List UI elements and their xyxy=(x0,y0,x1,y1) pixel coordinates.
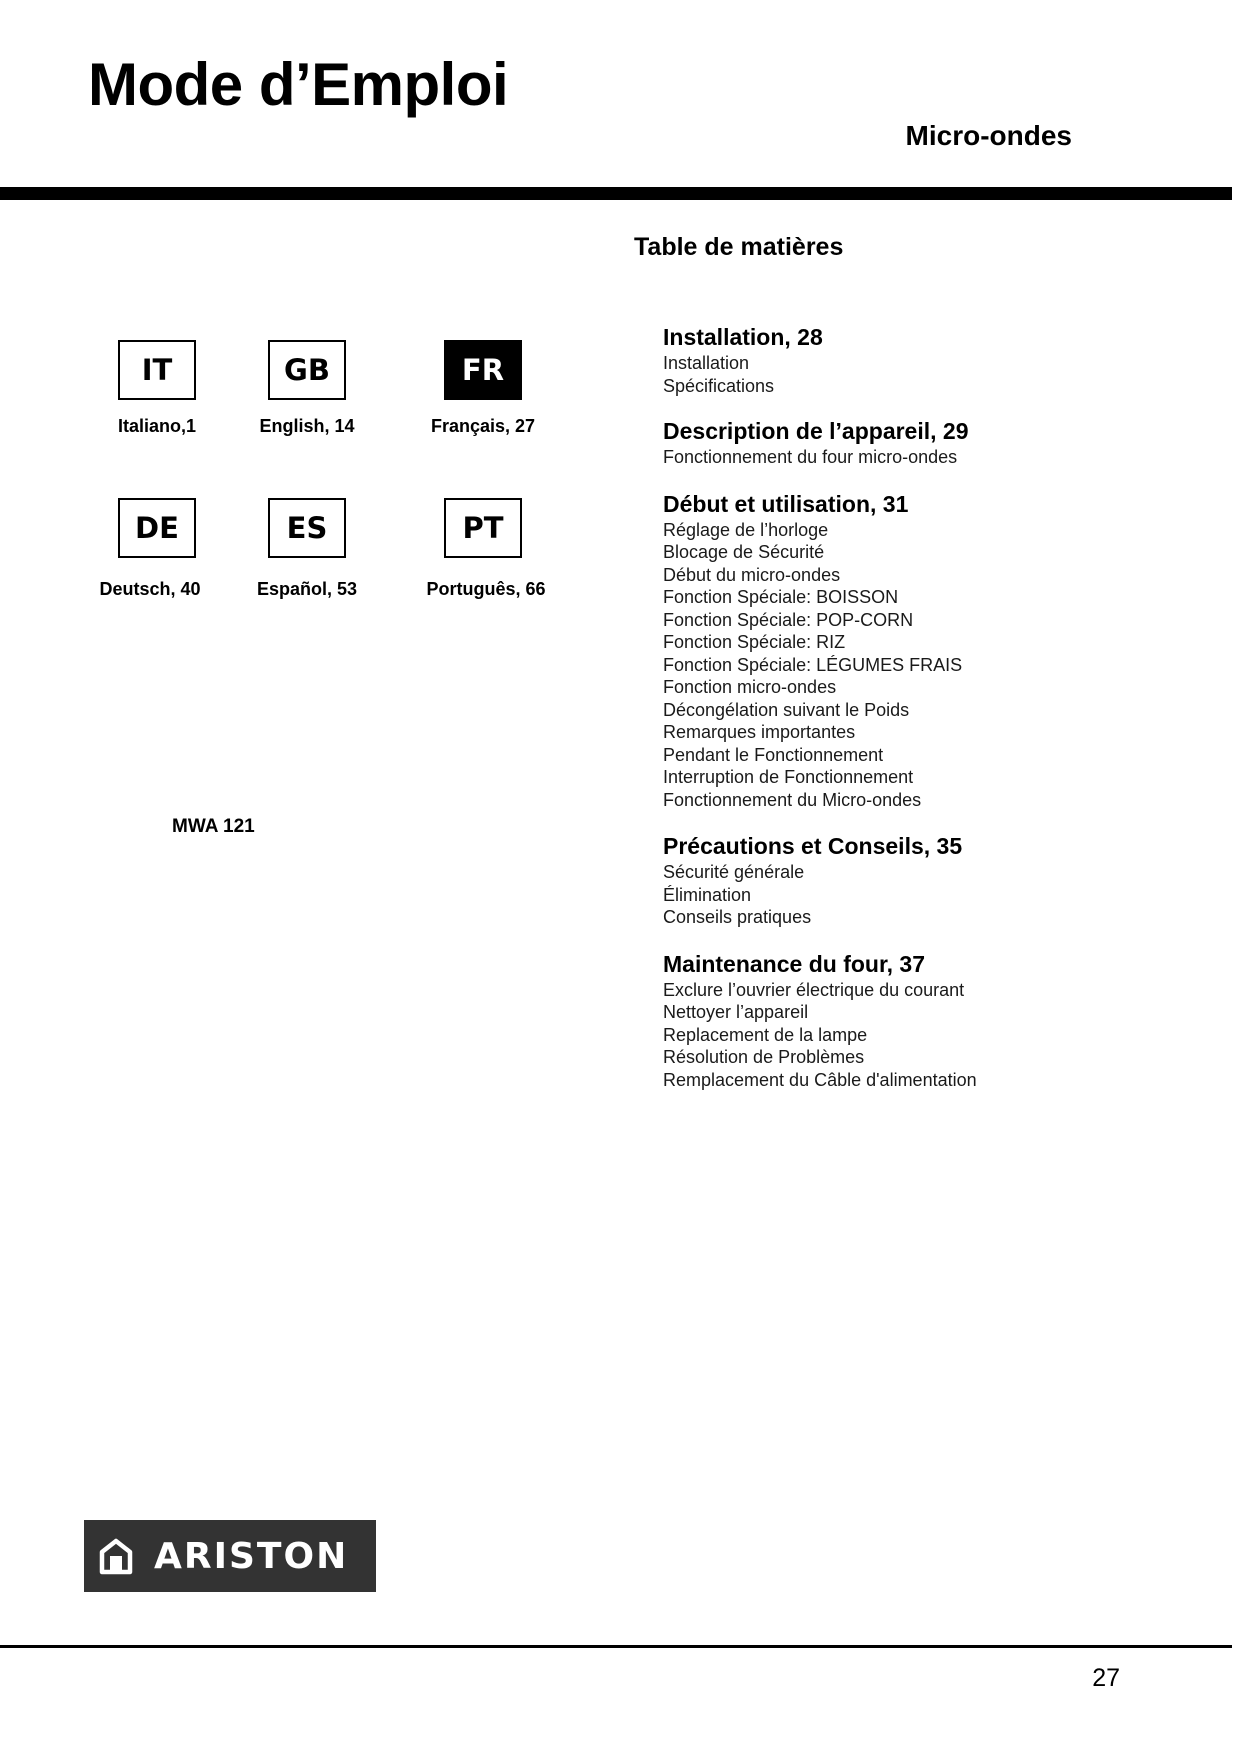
toc-section-installation xyxy=(663,322,1223,397)
toc-item[interactable]: Blocage de Sécurité xyxy=(663,542,825,562)
toc-item[interactable]: Spécifications xyxy=(663,375,775,396)
toc-item[interactable]: Sécurité générale xyxy=(663,862,805,882)
toc-item[interactable]: Fonctionnement du four micro-ondes xyxy=(663,447,958,467)
toc-section-title[interactable]: Maintenance du four, 37 xyxy=(663,950,925,977)
lang-label-pt: Português, 66 xyxy=(426,579,546,599)
toc-item[interactable]: Fonctionnement du Micro-ondes xyxy=(663,789,922,810)
page-title: Mode d’Emploi xyxy=(88,51,509,118)
header-rule xyxy=(0,187,1232,200)
lang-label-fr: Français, 27 xyxy=(430,416,536,436)
toc-item[interactable]: Fonction Spéciale: LÉGUMES FRAIS xyxy=(663,654,963,675)
toc-item[interactable]: Élimination xyxy=(663,884,752,905)
footer-rule xyxy=(0,1645,1232,1648)
model-number: MWA 121 xyxy=(172,816,255,837)
toc-item[interactable]: Pendant le Fonctionnement xyxy=(663,744,884,765)
toc-item[interactable]: Conseils pratiques xyxy=(663,907,812,927)
lang-code-de[interactable]: DE xyxy=(118,498,196,558)
product-category: Micro-ondes xyxy=(905,120,1072,151)
toc-item[interactable]: Installation xyxy=(663,353,750,373)
page-number: 27 xyxy=(1092,1664,1120,1692)
lang-code-gb[interactable]: GB xyxy=(268,340,346,400)
lang-code-it[interactable]: IT xyxy=(118,340,196,400)
lang-label-it: Italiano,1 xyxy=(117,416,197,436)
toc-section-title[interactable]: Description de l’appareil, 29 xyxy=(663,418,969,444)
toc-section-title[interactable]: Précautions et Conseils, 35 xyxy=(663,833,963,859)
toc-section-title[interactable]: Installation, 28 xyxy=(663,324,823,350)
toc-item[interactable]: Début du micro-ondes xyxy=(663,564,841,585)
house-icon xyxy=(96,1536,136,1576)
ariston-logo xyxy=(84,1520,376,1592)
toc-item[interactable]: Replacement de la lampe xyxy=(663,1024,868,1045)
lang-label-de: Deutsch, 40 xyxy=(99,579,201,599)
toc-item[interactable]: Fonction micro-ondes xyxy=(663,677,837,697)
toc-section-description xyxy=(663,416,1223,469)
toc-item[interactable]: Résolution de Problèmes xyxy=(663,1047,865,1067)
toc-section-title[interactable]: Début et utilisation, 31 xyxy=(663,490,909,517)
lang-label-es: Español, 53 xyxy=(256,579,358,599)
toc-item[interactable]: Fonction Spéciale: POP-CORN xyxy=(663,609,914,630)
table-of-contents xyxy=(663,322,1223,1111)
toc-item[interactable]: Décongélation suivant le Poids xyxy=(663,699,910,720)
lang-code-pt[interactable]: PT xyxy=(444,498,522,558)
toc-item[interactable]: Fonction Spéciale: RIZ xyxy=(663,632,846,652)
lang-code-es[interactable]: ES xyxy=(268,498,346,558)
toc-item[interactable]: Interruption de Fonctionnement xyxy=(663,767,914,787)
toc-item[interactable]: Fonction Spéciale: BOISSON xyxy=(663,587,899,607)
toc-section-maintenance xyxy=(663,949,1223,1092)
toc-item[interactable]: Remplacement du Câble d'alimentation xyxy=(663,1069,977,1090)
brand-name: ARISTON xyxy=(154,1535,349,1577)
toc-item[interactable]: Remarques importantes xyxy=(663,722,856,742)
toc-item[interactable]: Réglage de l’horloge xyxy=(663,519,829,540)
toc-section-precautions xyxy=(663,831,1223,929)
toc-section-debut xyxy=(663,489,1223,812)
toc-heading: Table de matières xyxy=(634,233,844,261)
toc-item[interactable]: Exclure l’ouvrier électrique du courant xyxy=(663,979,965,1000)
lang-code-fr[interactable]: FR xyxy=(444,340,522,400)
lang-label-gb: English, 14 xyxy=(259,416,355,436)
toc-item[interactable]: Nettoyer l’appareil xyxy=(663,1002,809,1022)
